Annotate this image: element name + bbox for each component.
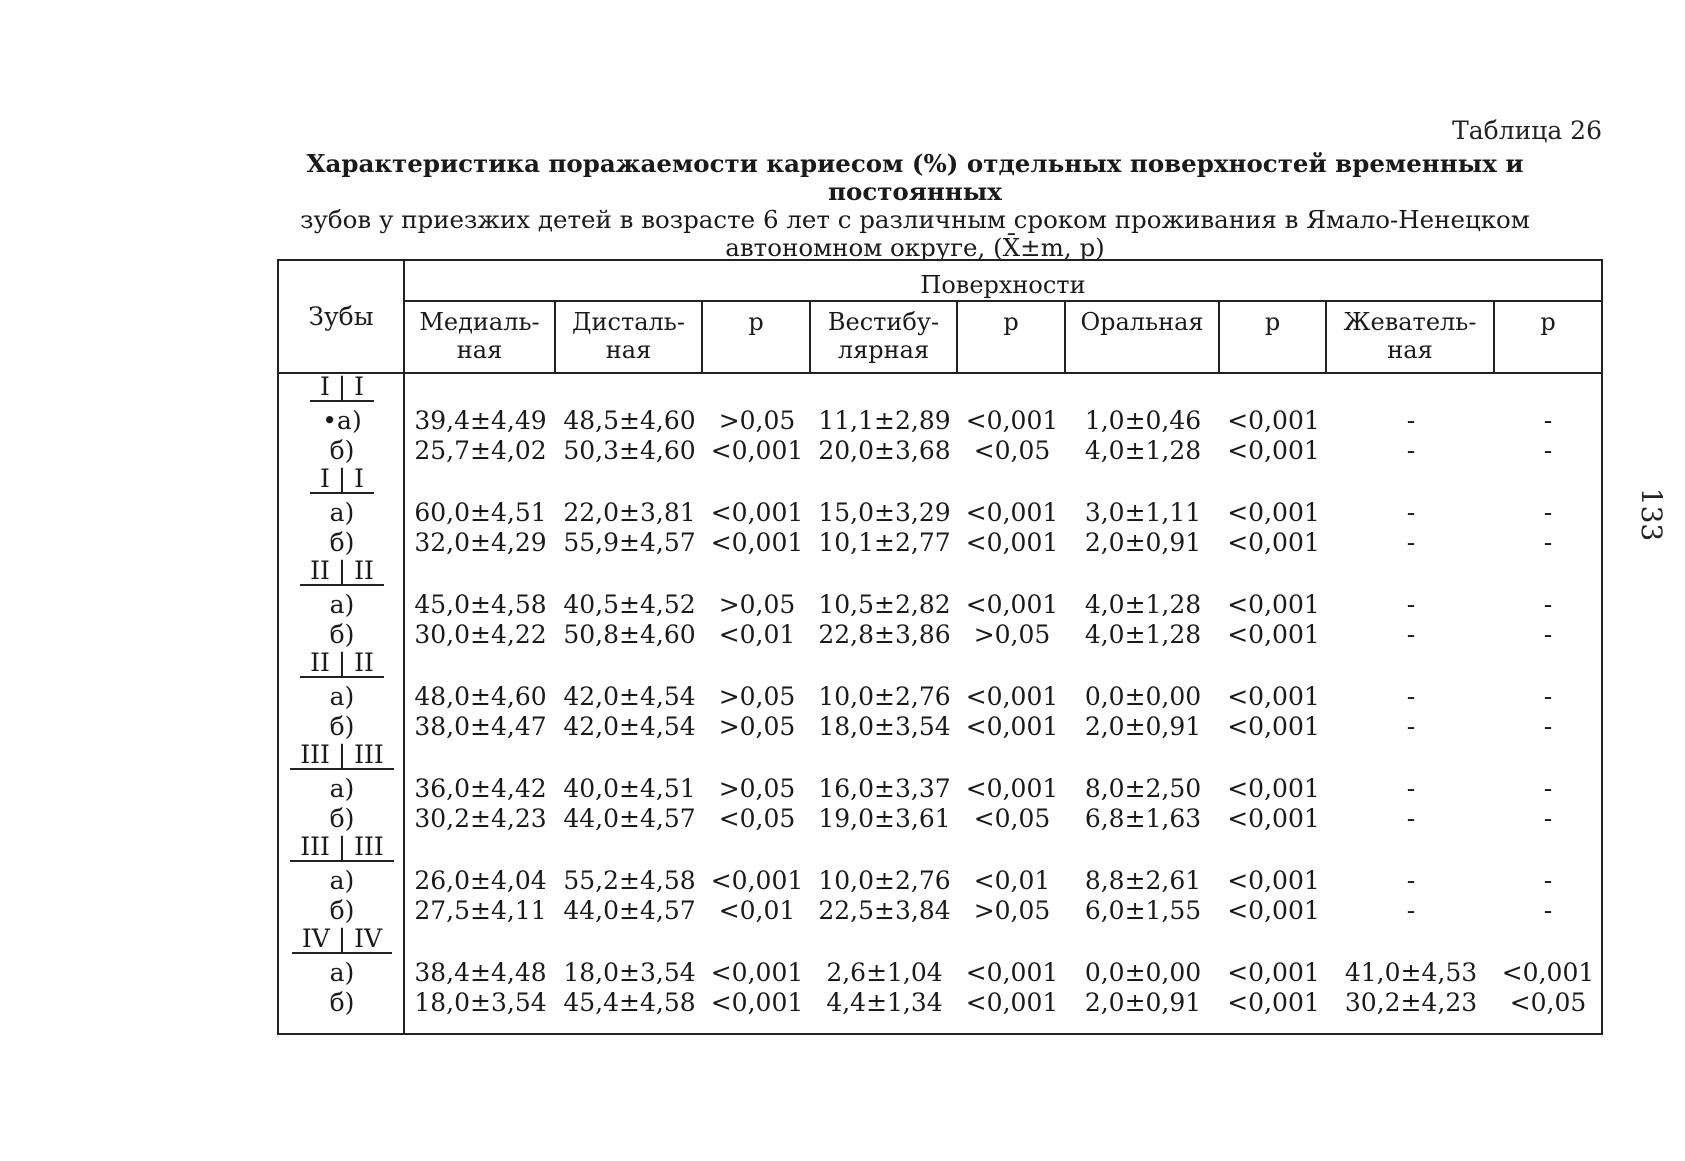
table-cell: 27,5±4,11	[414, 896, 547, 925]
table-cell: 48,5±4,60	[563, 406, 696, 435]
row-label: б)	[329, 620, 355, 649]
table-cell: 45,4±4,58	[563, 988, 696, 1017]
table-cell: <0,001	[965, 988, 1059, 1017]
table-cell: 10,0±2,76	[818, 866, 951, 895]
header-column-line: Жеватель-	[1343, 308, 1477, 336]
table-cell: -	[1543, 406, 1553, 435]
table-cell: >0,05	[718, 712, 796, 741]
table-cell: <0,001	[965, 498, 1059, 527]
table-cell: <0,001	[1227, 620, 1320, 649]
table-cell: <0,001	[965, 682, 1059, 711]
table-label: Таблица 26	[1452, 116, 1602, 145]
table-cell: 10,1±2,77	[818, 528, 951, 557]
table-cell: 10,0±2,76	[818, 682, 951, 711]
header-column	[1220, 302, 1327, 372]
header-surfaces: Поверхности	[405, 261, 1601, 302]
table-cell: -	[1543, 620, 1553, 649]
table-cell: <0,001	[1227, 988, 1320, 1017]
row-label: б)	[329, 436, 355, 465]
table-cell: 30,0±4,22	[414, 620, 547, 649]
table-row	[279, 774, 1601, 804]
table-cell: 30,2±4,23	[414, 804, 547, 833]
table-cell: <0,05	[973, 436, 1051, 465]
table-cell: >0,05	[973, 620, 1051, 649]
table-cell: <0,001	[1227, 866, 1320, 895]
page-number: 133	[1635, 487, 1669, 542]
table-cell: <0,001	[710, 958, 804, 987]
table-cell: 2,0±0,91	[1084, 988, 1202, 1017]
table-cell: 4,4±1,34	[826, 988, 943, 1017]
header-column-line: Оральная	[1080, 308, 1204, 336]
table-cell: <0,05	[1509, 988, 1587, 1017]
group-label-text: III | III	[290, 834, 394, 862]
table-cell: <0,001	[965, 406, 1059, 435]
table-cell: <0,001	[1227, 774, 1320, 803]
table-caption	[275, 150, 1555, 262]
table-cell: <0,001	[710, 528, 804, 557]
table-cell: -	[1406, 866, 1416, 895]
table-cell: 50,3±4,60	[563, 436, 696, 465]
table-cell: 6,8±1,63	[1084, 804, 1202, 833]
table-cell: 10,5±2,82	[818, 590, 951, 619]
table-cell: 25,7±4,02	[414, 436, 547, 465]
table-cell: <0,001	[1227, 406, 1320, 435]
table-cell: 39,4±4,49	[414, 406, 547, 435]
table-cell: 18,0±3,54	[414, 988, 547, 1017]
header-column	[703, 302, 811, 372]
table-cell: 20,0±3,68	[818, 436, 951, 465]
table-cell: >0,05	[718, 682, 796, 711]
table-cell: 40,0±4,51	[563, 774, 696, 803]
table-cell: -	[1406, 498, 1416, 527]
group-label	[279, 466, 405, 494]
table-cell: 38,4±4,48	[414, 958, 547, 987]
table-cell: <0,01	[718, 620, 796, 649]
data-table	[277, 259, 1603, 1035]
table-cell: <0,05	[718, 804, 796, 833]
table-row	[279, 590, 1601, 620]
caption-line-1: Характеристика поражаемости кариесом (%) отдельных поверхностей временных и постоянных	[306, 149, 1524, 206]
table-row	[279, 498, 1601, 528]
table-cell: -	[1406, 682, 1416, 711]
table-cell: -	[1406, 712, 1416, 741]
row-label: а)	[329, 774, 355, 803]
group-label	[279, 374, 405, 402]
table-cell: <0,001	[965, 774, 1059, 803]
table-cell: -	[1406, 896, 1416, 925]
row-label: б)	[329, 988, 355, 1017]
table-row	[279, 436, 1601, 466]
table-cell: <0,001	[1227, 528, 1320, 557]
group-label	[279, 834, 405, 862]
table-row	[279, 896, 1601, 926]
header-teeth: Зубы	[279, 261, 405, 372]
table-cell: 50,8±4,60	[563, 620, 696, 649]
group-label-text: II | II	[300, 558, 384, 586]
table-cell: 44,0±4,57	[563, 896, 696, 925]
table-cell: >0,05	[718, 406, 796, 435]
table-cell: 8,8±2,61	[1084, 866, 1202, 895]
header-column	[405, 302, 556, 372]
table-cell: 18,0±3,54	[818, 712, 951, 741]
table-cell: >0,05	[973, 896, 1051, 925]
row-label: а)	[329, 590, 355, 619]
table-cell: 30,2±4,23	[1344, 988, 1478, 1017]
table-cell: -	[1543, 436, 1553, 465]
table-cell: <0,001	[965, 712, 1059, 741]
table-cell: -	[1406, 620, 1416, 649]
table-cell: <0,001	[710, 988, 804, 1017]
group-label-text: IV | IV	[292, 926, 392, 954]
table-cell: 19,0±3,61	[818, 804, 951, 833]
table-cell: 22,5±3,84	[818, 896, 951, 925]
table-cell: -	[1543, 804, 1553, 833]
table-cell: <0,001	[965, 528, 1059, 557]
table-cell: <0,001	[965, 590, 1059, 619]
table-row	[279, 406, 1601, 436]
table-cell: -	[1406, 590, 1416, 619]
table-row	[279, 620, 1601, 650]
header-column-line: p	[1264, 308, 1281, 336]
table-cell: <0,001	[710, 866, 804, 895]
table-cell: >0,05	[718, 590, 796, 619]
table-cell: <0,001	[1227, 436, 1320, 465]
row-label: а)	[329, 958, 355, 987]
table-cell: -	[1406, 528, 1416, 557]
table-cell: 60,0±4,51	[414, 498, 547, 527]
table-cell: -	[1543, 498, 1553, 527]
table-cell: 4,0±1,28	[1084, 590, 1202, 619]
header-column-line: ная	[456, 336, 503, 364]
header-column-line: Дисталь-	[572, 308, 685, 336]
table-cell: 8,0±2,50	[1084, 774, 1202, 803]
header-column-line: лярная	[837, 336, 930, 364]
table-cell: 45,0±4,58	[414, 590, 547, 619]
table-cell: 0,0±0,00	[1084, 958, 1202, 987]
table-cell: 18,0±3,54	[563, 958, 696, 987]
table-cell: -	[1543, 896, 1553, 925]
table-cell: <0,01	[718, 896, 796, 925]
table-cell: 4,0±1,28	[1084, 436, 1202, 465]
group-label-text: II | II	[300, 650, 384, 678]
table-row	[279, 958, 1601, 988]
table-cell: 40,5±4,52	[563, 590, 696, 619]
group-label	[279, 558, 405, 586]
table-cell: 4,0±1,28	[1084, 620, 1202, 649]
table-cell: 44,0±4,57	[563, 804, 696, 833]
table-cell: -	[1543, 682, 1553, 711]
header-column-line: Вестибу-	[827, 308, 940, 336]
group-label-text: I | I	[310, 374, 374, 402]
table-cell: -	[1543, 590, 1553, 619]
header-column-line: p	[1540, 308, 1556, 336]
table-cell: -	[1406, 804, 1416, 833]
table-cell: <0,001	[710, 498, 804, 527]
table-cell: 11,1±2,89	[818, 406, 951, 435]
table-cell: 42,0±4,54	[563, 712, 696, 741]
header-column	[811, 302, 958, 372]
group-label-text: III | III	[290, 742, 394, 770]
table-cell: 16,0±3,37	[818, 774, 951, 803]
group-label	[279, 650, 405, 678]
group-label	[279, 742, 405, 770]
table-cell: <0,001	[1227, 712, 1320, 741]
header-column-line: ная	[605, 336, 652, 364]
table-cell: -	[1543, 866, 1553, 895]
table-cell: 26,0±4,04	[414, 866, 547, 895]
table-cell: -	[1543, 774, 1553, 803]
row-label: б)	[329, 804, 355, 833]
header-column-line: p	[748, 308, 764, 336]
table-cell: 55,2±4,58	[563, 866, 696, 895]
table-cell: 22,0±3,81	[563, 498, 696, 527]
row-label: б)	[329, 896, 355, 925]
table-row	[279, 682, 1601, 712]
table-cell: 22,8±3,86	[818, 620, 951, 649]
table-cell: -	[1406, 436, 1416, 465]
table-cell: -	[1406, 774, 1416, 803]
table-cell: <0,001	[1227, 958, 1320, 987]
table-row	[279, 528, 1601, 558]
table-cell: 41,0±4,53	[1344, 958, 1478, 987]
table-cell: 2,0±0,91	[1084, 528, 1202, 557]
header-divider	[279, 372, 1601, 374]
table-cell: >0,05	[718, 774, 796, 803]
table-row	[279, 866, 1601, 896]
table-cell: <0,001	[1227, 498, 1320, 527]
table-cell: <0,001	[1227, 682, 1320, 711]
table-cell: 1,0±0,46	[1084, 406, 1202, 435]
table-cell: <0,001	[710, 436, 804, 465]
table-cell: 6,0±1,55	[1084, 896, 1202, 925]
caption-line-2: зубов у приезжих детей в возрасте 6 лет с различным сроком проживания в Ямало-Ненецком	[300, 205, 1530, 234]
group-label	[279, 926, 405, 954]
table-cell: <0,05	[973, 804, 1051, 833]
row-label: а)	[329, 498, 355, 527]
table-cell: <0,01	[973, 866, 1051, 895]
table-row	[279, 712, 1601, 742]
header-column-line: ная	[1387, 336, 1433, 364]
row-label: •а)	[322, 406, 362, 435]
table-cell: 36,0±4,42	[414, 774, 547, 803]
table-cell: 48,0±4,60	[414, 682, 547, 711]
header-column-line: p	[1003, 308, 1019, 336]
table-cell: <0,001	[1501, 958, 1595, 987]
table-row	[279, 988, 1601, 1018]
caption-line-3: автономном округе, (X̄±m, p)	[725, 233, 1105, 262]
table-cell: <0,001	[965, 958, 1059, 987]
table-cell: 55,9±4,57	[563, 528, 696, 557]
header-column	[1327, 302, 1495, 372]
table-cell: 0,0±0,00	[1084, 682, 1202, 711]
table-cell: <0,001	[1227, 896, 1320, 925]
table-cell: 38,0±4,47	[414, 712, 547, 741]
row-label: б)	[329, 712, 355, 741]
table-cell: 15,0±3,29	[818, 498, 951, 527]
table-cell: 2,0±0,91	[1084, 712, 1202, 741]
row-label: б)	[329, 528, 355, 557]
table-cell: <0,001	[1227, 590, 1320, 619]
header-column	[556, 302, 703, 372]
table-cell: <0,001	[1227, 804, 1320, 833]
row-label: а)	[329, 866, 355, 895]
table-cell: 42,0±4,54	[563, 682, 696, 711]
header-column-line: Медиаль-	[419, 308, 540, 336]
table-cell: -	[1543, 712, 1553, 741]
table-cell: 3,0±1,11	[1084, 498, 1202, 527]
table-cell: 2,6±1,04	[826, 958, 943, 987]
table-cell: -	[1406, 406, 1416, 435]
header-column	[1495, 302, 1601, 372]
row-label: а)	[329, 682, 355, 711]
table-cell: 32,0±4,29	[414, 528, 547, 557]
header-column	[1066, 302, 1220, 372]
table-cell: -	[1543, 528, 1553, 557]
header-column	[958, 302, 1066, 372]
table-row	[279, 804, 1601, 834]
group-label-text: I | I	[310, 466, 374, 494]
